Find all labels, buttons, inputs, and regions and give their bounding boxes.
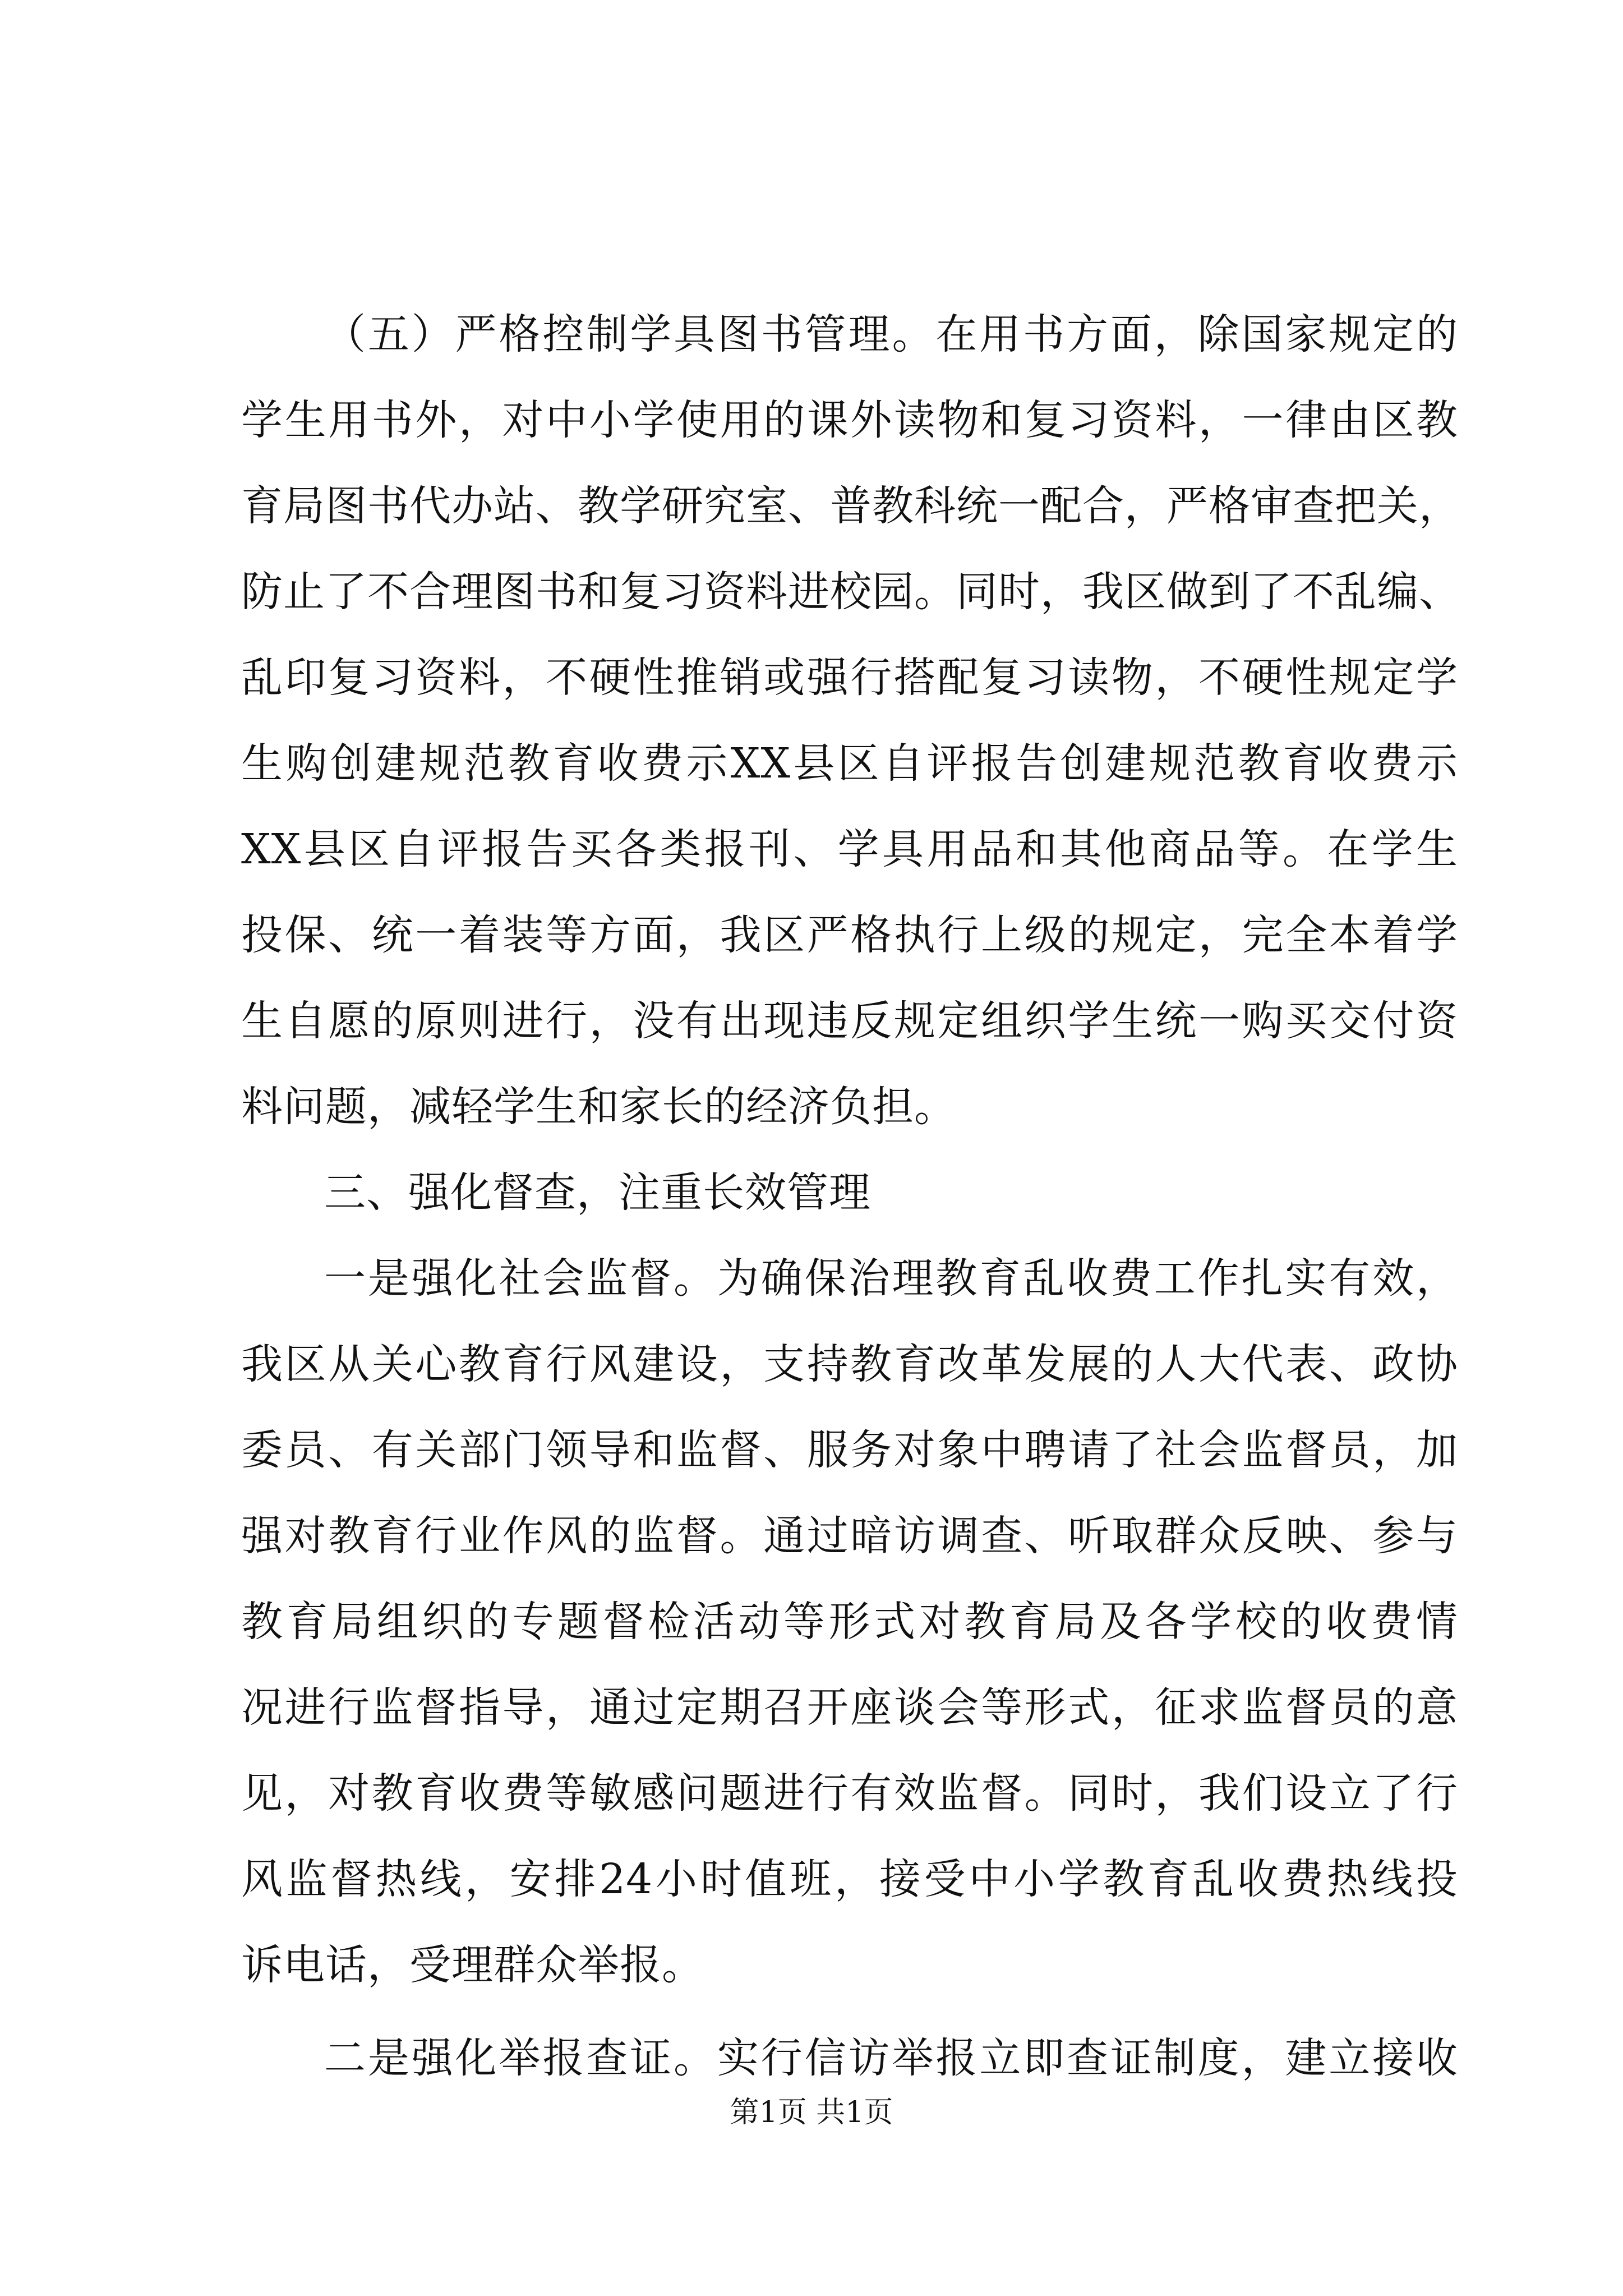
text-line: 生购创建规范教育收费示XX县区自评报告创建规范教育收费示 — [241, 739, 1458, 788]
text-line: 投保、统一着装等方面，我区严格执行上级的规定，完全本着学 — [241, 911, 1458, 959]
text-line: 育局图书代办站、教学研究室、普教科统一配合，严格审查把关， — [241, 482, 1461, 530]
text-line: 学生用书外，对中小学使用的课外读物和复习资料，一律由区教 — [241, 396, 1458, 444]
text-line: 料问题，减轻学生和家长的经济负担。 — [241, 1083, 956, 1131]
text-line: 见，对教育收费等敏感问题进行有效监督。同时，我们设立了行 — [241, 1769, 1458, 1818]
text-line: 防止了不合理图书和复习资料进校园。同时，我区做到了不乱编、 — [241, 568, 1461, 616]
section-heading: 三、强化督查，注重长效管理 — [324, 1168, 871, 1217]
text-line: 乱印复习资料，不硬性推销或强行搭配复习读物，不硬性规定学 — [241, 654, 1458, 702]
text-line: 我区从关心教育行风建设，支持教育改革发展的人大代表、政协 — [241, 1340, 1458, 1388]
text-line: 况进行监督指导，通过定期召开座谈会等形式，征求监督员的意 — [241, 1683, 1458, 1732]
text-line: （五）严格控制学具图书管理。在用书方面，除国家规定的 — [324, 310, 1458, 358]
text-line: 风监督热线，安排24小时值班，接受中小学教育乱收费热线投 — [241, 1855, 1458, 1903]
text-line: 一是强化社会监督。为确保治理教育乱收费工作扎实有效， — [324, 1254, 1458, 1303]
text-line: 二是强化举报查证。实行信访举报立即查证制度，建立接收 — [324, 2034, 1458, 2082]
text-line: XX县区自评报告买各类报刊、学具用品和其他商品等。在学生 — [241, 825, 1458, 873]
text-line: 强对教育行业作风的监督。通过暗访调查、听取群众反映、参与 — [241, 1512, 1458, 1560]
text-line: 委员、有关部门领导和监督、服务对象中聘请了社会监督员，加 — [241, 1426, 1458, 1474]
text-line: 教育局组织的专题督检活动等形式对教育局及各学校的收费情 — [241, 1598, 1458, 1646]
page-footer: 第1页 共1页 — [730, 2096, 893, 2129]
text-line: 生自愿的原则进行，没有出现违反规定组织学生统一购买交付资 — [241, 997, 1458, 1045]
text-line: 诉电话，受理群众举报。 — [241, 1941, 704, 1989]
